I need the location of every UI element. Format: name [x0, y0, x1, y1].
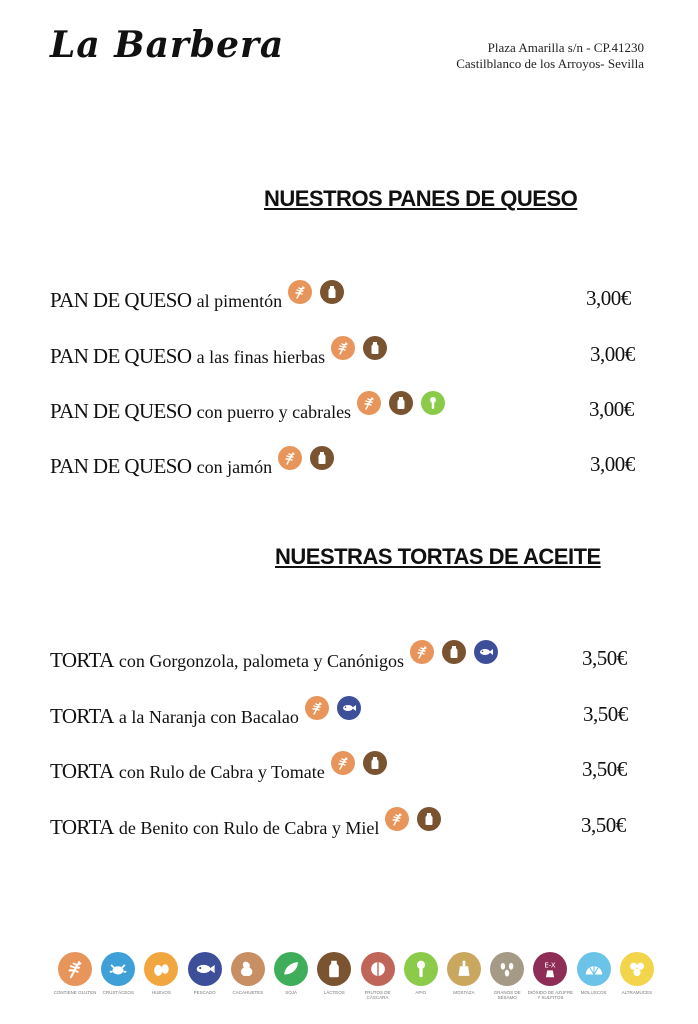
item-name-sub: con puerro y cabrales	[196, 401, 352, 422]
pescado-icon	[337, 696, 361, 720]
gluten-icon	[385, 807, 409, 831]
apio-icon	[404, 952, 438, 986]
legend-label: MOLUSCOS	[580, 990, 607, 995]
allergen-icons	[305, 696, 361, 720]
item-name	[50, 759, 325, 784]
legend-item	[227, 952, 269, 1000]
sulfitos-icon	[533, 952, 567, 986]
allergen-legend	[54, 952, 658, 1000]
pescado-icon	[474, 640, 498, 664]
lacteos-icon	[310, 446, 334, 470]
menu-item	[50, 451, 334, 481]
item-name-main: PAN DE QUESO	[50, 343, 192, 368]
mostaza-icon	[447, 952, 481, 986]
gluten-icon	[278, 446, 302, 470]
legend-item	[313, 952, 355, 1000]
item-name	[50, 454, 272, 479]
allergen-icons	[331, 751, 387, 775]
item-price: 3,50€	[582, 757, 627, 781]
huevos-icon	[144, 952, 178, 986]
legend-label: PESCADO	[193, 990, 216, 995]
menu-item	[50, 341, 387, 371]
address-block	[456, 40, 644, 72]
cacahuetes-icon	[231, 952, 265, 986]
lacteos-icon	[363, 751, 387, 775]
item-price: 3,00€	[586, 286, 631, 310]
legend-item	[140, 952, 182, 1000]
gluten-icon	[58, 952, 92, 986]
item-name	[50, 344, 325, 369]
item-name	[50, 288, 282, 313]
legend-label: HUEVOS	[151, 990, 171, 995]
legend-label: CACAHUETES	[232, 990, 264, 995]
item-name-main: TORTA	[50, 703, 114, 728]
item-name-sub: con Gorgonzola, palometa y Canónigos	[118, 650, 405, 671]
legend-item	[616, 952, 658, 1000]
lacteos-icon	[320, 280, 344, 304]
item-price: 3,00€	[589, 397, 634, 421]
lacteos-icon	[442, 640, 466, 664]
altramuces-icon	[620, 952, 654, 986]
address-line-1: Plaza Amarilla s/n - CP.41230	[487, 40, 644, 55]
gluten-icon	[288, 280, 312, 304]
item-name-main: PAN DE QUESO	[50, 453, 192, 478]
allergen-icons	[357, 391, 445, 415]
item-name	[50, 815, 379, 840]
item-name-main: TORTA	[50, 814, 114, 839]
gluten-icon	[331, 751, 355, 775]
item-name	[50, 648, 404, 673]
legend-item	[97, 952, 139, 1000]
item-name-sub: con Rulo de Cabra y Tomate	[118, 761, 325, 782]
legend-item	[357, 952, 399, 1000]
item-name-main: TORTA	[50, 647, 114, 672]
legend-label: CRUSTÁCEOS	[102, 990, 134, 995]
legend-label: SOJA	[285, 990, 297, 995]
legend-item	[184, 952, 226, 1000]
allergen-icons	[410, 640, 498, 664]
address-line-2: Castilblanco de los Arroyos- Sevilla	[456, 56, 644, 71]
item-name-sub: a las finas hierbas	[196, 346, 326, 367]
item-price: 3,50€	[582, 646, 627, 670]
lacteos-icon	[417, 807, 441, 831]
legend-label: GRANOS DE SÉSAMO	[493, 990, 521, 1000]
legend-label: ALTRAMUCES	[621, 990, 653, 995]
allergen-icons	[385, 807, 441, 831]
soja-icon	[274, 952, 308, 986]
lacteos-icon	[389, 391, 413, 415]
item-name	[50, 399, 351, 424]
allergen-icons	[288, 280, 344, 304]
item-name-sub: a la Naranja con Bacalao	[118, 706, 299, 727]
item-price: 3,00€	[590, 342, 635, 366]
legend-item	[54, 952, 96, 1000]
lacteos-icon	[363, 336, 387, 360]
gluten-icon	[357, 391, 381, 415]
item-name-main: PAN DE QUESO	[50, 398, 192, 423]
section-title-panes: NUESTROS PANES DE QUESO	[264, 186, 578, 211]
menu-item	[50, 396, 445, 426]
item-name-sub: al pimentón	[196, 290, 283, 311]
menu-item	[50, 756, 387, 786]
svg-text:E-X: E-X	[544, 961, 556, 970]
brand-logo: La Barbera	[50, 24, 285, 66]
allergen-icons	[278, 446, 334, 470]
gluten-icon	[410, 640, 434, 664]
pescado-icon	[188, 952, 222, 986]
lacteos-icon	[317, 952, 351, 986]
menu-item	[50, 645, 498, 675]
section-title-tortas: NUESTRAS TORTAS DE ACEITE	[275, 544, 601, 569]
item-name	[50, 704, 299, 729]
legend-item	[486, 952, 528, 1000]
legend-label: DIÓXIDO DE AZUFRE Y SULFITOS	[527, 990, 574, 1000]
item-name-main: PAN DE QUESO	[50, 287, 192, 312]
legend-item	[400, 952, 442, 1000]
item-price: 3,00€	[590, 452, 635, 476]
moluscos-icon	[577, 952, 611, 986]
legend-item	[573, 952, 615, 1000]
gluten-icon	[331, 336, 355, 360]
sesamo-icon	[490, 952, 524, 986]
legend-label: MOSTAZA	[453, 990, 475, 995]
gluten-icon	[305, 696, 329, 720]
menu-item	[50, 812, 441, 842]
legend-item	[527, 952, 574, 1000]
item-name-sub: de Benito con Rulo de Cabra y Miel	[118, 817, 380, 838]
item-name-main: TORTA	[50, 758, 114, 783]
legend-label: LÁCTEOS	[323, 990, 345, 995]
item-price: 3,50€	[583, 702, 628, 726]
legend-label: CONTIENE GLUTEN	[53, 990, 97, 995]
item-price: 3,50€	[581, 813, 626, 837]
legend-item	[270, 952, 312, 1000]
legend-label: FRUTOS DE CÁSCARA	[364, 990, 391, 1000]
item-name-sub: con jamón	[196, 456, 273, 477]
apio-icon	[421, 391, 445, 415]
crustaceos-icon	[101, 952, 135, 986]
legend-label: APIO	[415, 990, 427, 995]
menu-item	[50, 701, 361, 731]
frutos-icon	[361, 952, 395, 986]
legend-item	[443, 952, 485, 1000]
menu-item	[50, 285, 344, 315]
allergen-icons	[331, 336, 387, 360]
